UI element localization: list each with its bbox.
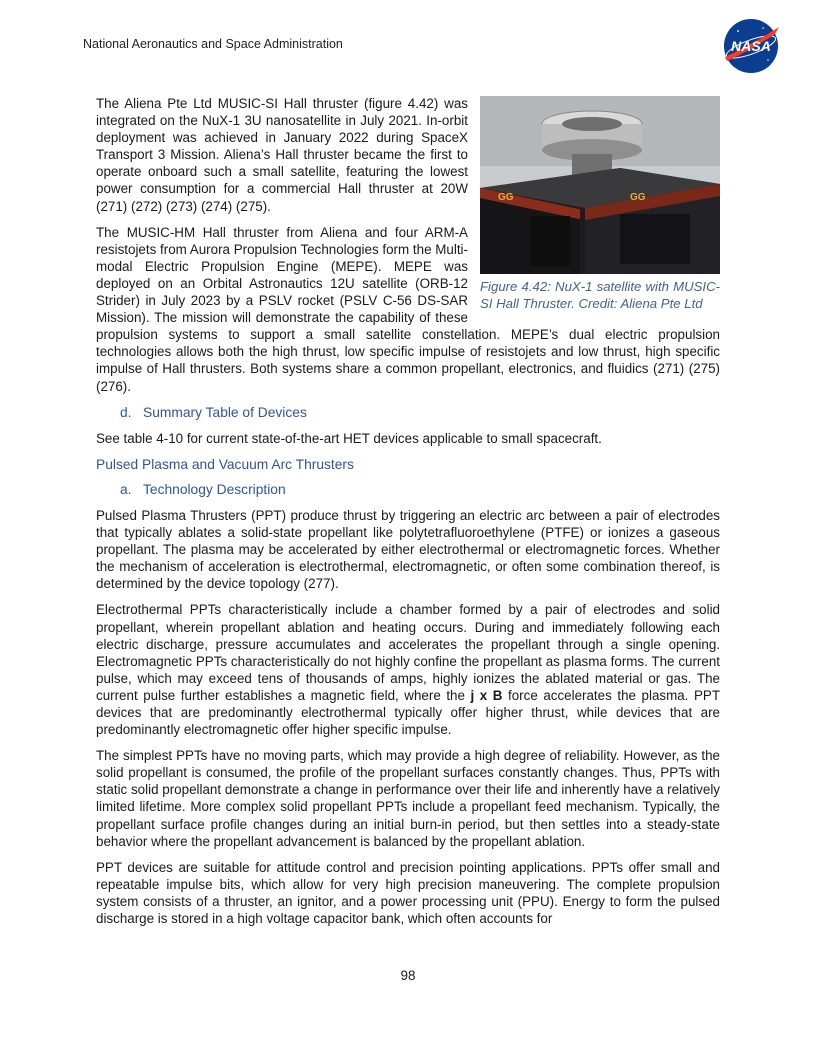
svg-text:NASA: NASA — [731, 38, 771, 54]
figure-4-42 — [480, 96, 720, 312]
heading-summary-table: d. Summary Table of Devices — [120, 404, 307, 420]
paragraph-table-reference: See table 4-10 for current state-of-the-art HET devices applicable to small spacecraft. — [96, 430, 602, 446]
figure-caption: Figure 4.42: NuX-1 satellite with MUSIC-SI Hall Thruster. Credit: Aliena Pte Ltd — [480, 279, 720, 312]
satellite-photo — [480, 96, 720, 274]
paragraph-ppt-applications: PPT devices are suitable for attitude control and precision pointing applications. PPTs offer small and repeatable impulse bits, which allow for very high precision maneuvering. The complete propulsion system consists of a thruster, an ignitor, and a power processing unit (PPU). Energy to form the pulsed discharge is stored in a high voltage capacitor bank, which often accounts for — [96, 859, 720, 927]
paragraph-ppt-intro: Pulsed Plasma Thrusters (PPT) produce thrust by triggering an electric arc between a pair of electrodes that typically ablates a solid-state propellant like polytetrafluoroethylene (PTFE) or ionizes a gaseous propellant. The plasma may be accelerated by either electrothermal or electromagnetic forces. Whether the mechanism of acceleration is electrothermal, electromagnetic, or often some combination thereof, is determined by the device topology (277). — [96, 507, 720, 592]
paragraph-music-si: The Aliena Pte Ltd MUSIC-SI Hall thruster (figure 4.42) was integrated on the NuX-1 3U nanosatellite in July 2021. In-orbit deployment was achieved in January 2022 during SpaceX Transport 3 Mission. Aliena’s Hall thruster became the first to operate onboard such a small satellite, featuring the lowest power consumption for a commercial Hall thruster at 20W (271) (272) (273) (274) (275). — [96, 96, 468, 214]
paragraph-simplest-ppts: The simplest PPTs have no moving parts, which may provide a high degree of reliability. However, as the solid propellant is consumed, the profile of the propellant surfaces constantly changes. Thus, PPTs with static solid propellant demonstrate a change in performance over their life and inherently have a relatively limited lifetime. More complex solid propellant PPTs include a propellant feed mechanism. Typically, the propellant surface profile changes during an initial burn-in period, but then settles into a steady-state behavior where the propellant advancement is balanced by the propellant ablation. — [96, 748, 720, 849]
svg-text:GG: GG — [630, 192, 646, 203]
main-content — [96, 95, 720, 936]
paragraph-electrothermal-part2: force accelerates the plasma. PPT devices that are predominantly electrothermal typically offer higher thrust, while devices that are predominantly electromagnetic offer higher specific impulse. — [96, 687, 720, 738]
svg-text:GG: GG — [498, 192, 514, 203]
jxb-term: j x B — [470, 687, 503, 703]
paragraph-electrothermal — [96, 601, 720, 738]
heading-technology-description: a. Technology Description — [120, 481, 286, 497]
page-number: 98 — [400, 968, 416, 983]
paragraph-mepe: The MUSIC-HM Hall thruster from Aliena and four ARM-A resistojets from Aurora Propulsion Technologies form the Multi-modal Electric Propulsion Engine (MEPE). MEPE was deployed on an Orbital Astronautics 12U satellite (ORB-12 Strider) in July 2023 by a PSLV rocket (PSLV C-56 DS-SAR Mission). The mission will demonstrate the capability of these propulsion systems to support a small satellite constellation. MEPE’s dual electric propulsion technologies allows both the high thrust, low specific impulse of resistojets and low thrust, high specific impulse of Hall thrusters. Both systems share a common propellant, electronics, and fluidics (271) (275) (276). — [96, 224, 720, 394]
header-organization: National Aeronautics and Space Administration — [83, 37, 343, 51]
nasa-logo — [721, 17, 781, 75]
heading-pulsed-plasma: Pulsed Plasma and Vacuum Arc Thrusters — [96, 456, 354, 472]
paragraph-electrothermal-part1: Electrothermal PPTs characteristically include a chamber formed by a pair of electrodes and solid propellant, wherein propellant ablation and heating occurs. During and immediately following each electric discharge, pressure accumulates and accelerates the propellant through a single opening. Electromagnetic PPTs characteristically do not highly confine the propellant as plasma forms. The current pulse, which may exceed tens of thousands of amps, highly ionizes the ablated material or gas. The current pulse further establishes a magnetic field, where the — [96, 602, 720, 703]
